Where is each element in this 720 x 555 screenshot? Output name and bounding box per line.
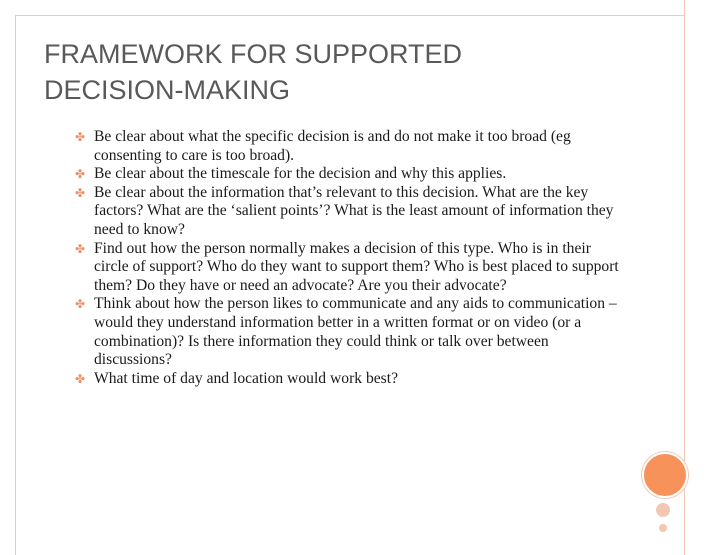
leaf-bullet-icon: ✤	[75, 185, 86, 200]
bullet-item-2	[75, 165, 620, 184]
bullet-text-1: Be clear about what the specific decision is and do not make it too broad (eg consenting to care is too broad).	[94, 128, 571, 164]
leaf-bullet-icon: ✤	[75, 241, 86, 256]
leaf-bullet-icon: ✤	[75, 371, 86, 386]
accent-circle-small	[659, 524, 667, 532]
bullet-item-6	[75, 370, 620, 389]
bullet-list	[75, 128, 620, 388]
leaf-bullet-icon: ✤	[75, 297, 86, 312]
bullet-text-3: Be clear about the information that’s relevant to this decision. What are the key factors? What are the ‘salient points’? What is the least amount of information they need to know?	[94, 183, 614, 238]
accent-circle-medium	[656, 503, 670, 517]
bullet-item-5	[75, 295, 620, 369]
accent-circle-large	[642, 452, 688, 498]
bullet-item-4	[75, 240, 620, 296]
title-line-1: FRAMEWORK FOR SUPPORTED	[44, 39, 463, 69]
bullet-text-4: Find out how the person normally makes a decision of this type. Who is in their circle of support? Who do they want to support them? Who is best placed to support them? Do they have or need an advocate? Are you their advocate?	[94, 239, 619, 294]
bullet-item-1	[75, 128, 620, 165]
bullet-text-5: Think about how the person likes to communicate and any aids to communication – would they understand information better in a written format or on video (or a combination)? Is there information they could think or talk over between discussions?	[94, 295, 617, 369]
bullet-item-3	[75, 184, 620, 240]
slide-title	[44, 36, 644, 108]
title-line-2: DECISION-MAKING	[44, 75, 291, 105]
leaf-bullet-icon: ✤	[75, 130, 86, 144]
leaf-bullet-icon: ✤	[75, 167, 86, 182]
bullet-text-6: What time of day and location would work best?	[94, 369, 398, 387]
side-accent-line	[684, 0, 685, 540]
bullet-text-2: Be clear about the timescale for the decision and why this applies.	[94, 165, 507, 183]
